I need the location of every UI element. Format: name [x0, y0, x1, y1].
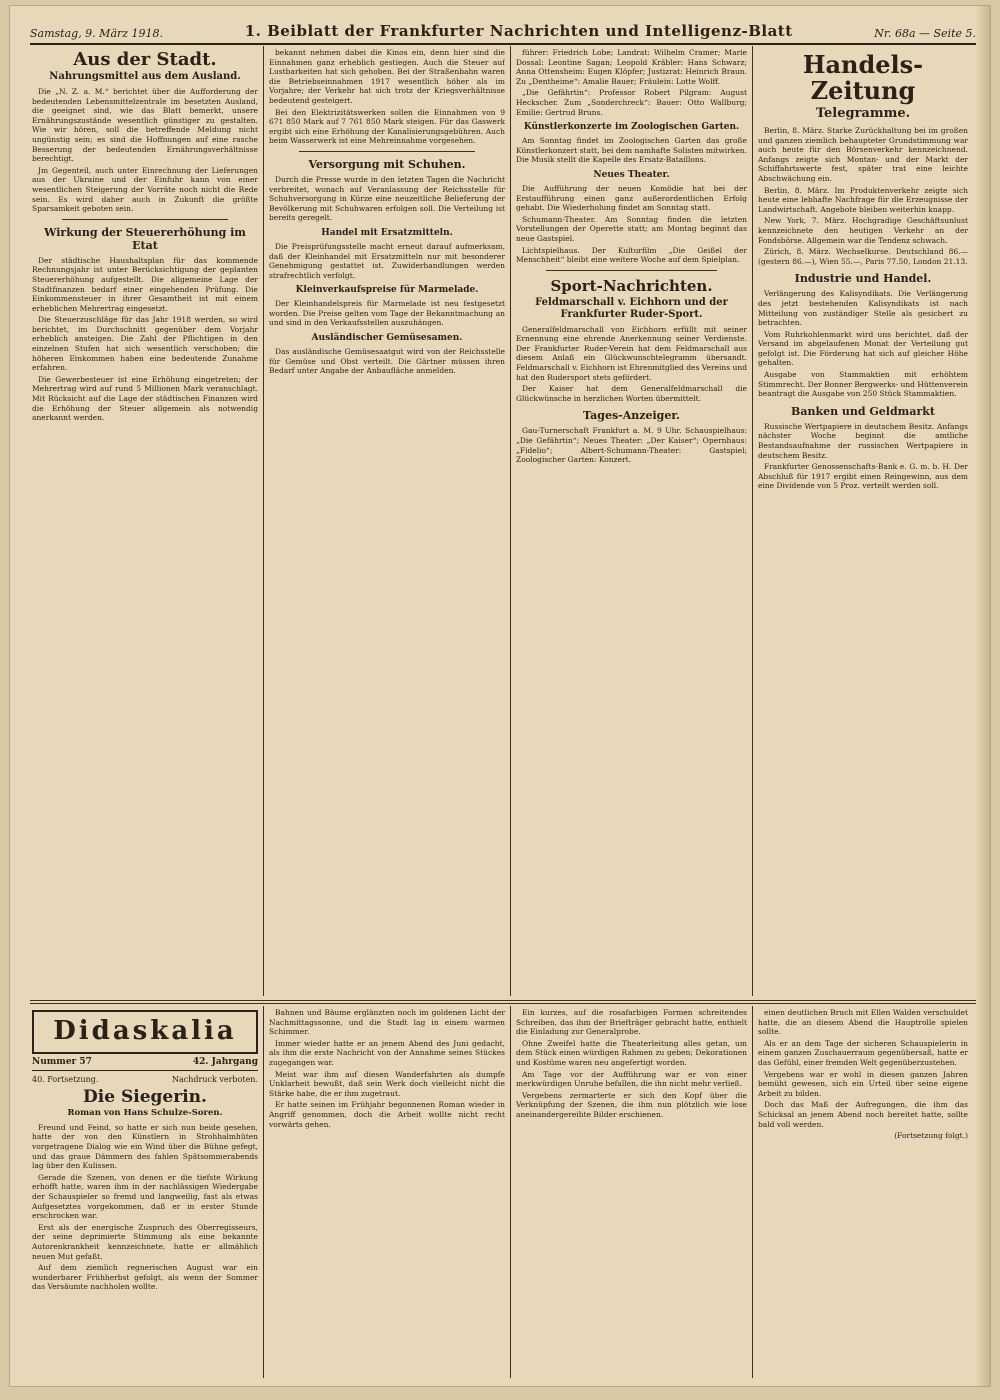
article-paragraph: Berlin, 8. März. Im Produktenverkehr zeigte sich heute eine lebhafte Nachfrage für die Erzeugnisse der Landwirtschaft. Angebote bleiben weiterhin knapp.	[758, 185, 968, 214]
story-paragraph: Ohne Zweifel hatte die Theaterleitung alles getan, um dem Stück einen würdigen Rahmen zu geben; Dekorationen und Kostüme waren neu angefertigt worden.	[516, 1038, 747, 1067]
article-paragraph: Durch die Presse wurde in den letzten Tagen die Nachricht verbreitet, wonach auf Veranlassung der Reichsstelle für Schuhversorgung in Kürze eine neuzeitliche Belieferung der Bevölkerung mit Schuhwaren erfolgen soll. Die Verteilung ist bereits geregelt.	[269, 174, 505, 223]
column-city-news	[269, 48, 505, 996]
story-paragraph: Am Tage vor der Aufführung war er von einer merkwürdigen Unruhe befallen, die ihn nicht mehr verließ.	[516, 1069, 747, 1089]
article-paragraph: Die Preisprüfungsstelle macht erneut darauf aufmerksam, daß der Kleinhandel mit Ersatzmitteln nur mit besonderer Genehmigung gestattet ist. Zuwiderhandlungen werden strafrechtlich verfolgt.	[269, 241, 505, 280]
article-heading: Tages-Anzeiger.	[583, 409, 680, 423]
sequel-info	[32, 1075, 258, 1085]
section-heading: Sport-Nachrichten.	[550, 276, 713, 295]
story-author: Roman von Hans Schulze-Soren.	[67, 1108, 223, 1119]
story-paragraph: Auf dem ziemlich regnerischen August war ein wunderbarer Frühherbst gefolgt, als wenn der Sommer das Versäumte nachholen wollte.	[32, 1263, 258, 1292]
article-heading: Versorgung mit Schuhen.	[308, 157, 466, 171]
article-paragraph: Jm Gegenteil, auch unter Einrechnung der Lieferungen aus der Ukraine und der Einfuhr kann von einer wesentlichen Steigerung der Vorräte noch nicht die Rede sein. Es wird daher auch in Zukunft die größte Sparsamkeit geboten sein.	[32, 165, 258, 214]
masthead-date: Samstag, 9. März 1918.	[30, 27, 164, 40]
article-paragraph: Berlin, 8. März. Starke Zurückhaltung bei im großen und ganzen ziemlich behaupteter Grundstimmung war auch heute für den Börsenverkehr kennzeichnend. Anfangs zeigte sich Montan- und der Markt der Schiffahrtswerte fest, später trat eine leichte Abschwächung ein.	[758, 126, 968, 183]
story-paragraph: Freund und Feind, so hatte er sich nun beide gesehen, hatte der von den Künstlern in Strohhalmhüten vorgetragene Dialog wie ein Wind über die Bühne gefegt, und das graue Dämmern des fahlen Spätsommerabends lag über den Kulissen.	[32, 1122, 258, 1171]
article-heading: Telegramme.	[815, 106, 911, 121]
article-heading: Wirkung der Steuererhöhung im Etat	[44, 225, 246, 252]
article-paragraph: New York, 7. März. Hochgradige Geschäftsunlust kennzeichnete den heutigen Verkehr an der Fondsbörse. Allgemein war die Tendenz schwach.	[758, 216, 968, 245]
article-paragraph: Der Kaiser hat dem Generalfeldmarschall die Glückwünsche in herzlichen Worten übermittelt.	[516, 384, 747, 403]
story-paragraph: Gerade die Szenen, von denen er die tiefste Wirkung erhofft hatte, waren ihm in der nachlässigen Wiedergabe der Schauspieler so fremd und langweilig, fast als etwas Aufgesetztes vorgekommen, daß er in erster Stunde erschrocken war.	[32, 1172, 258, 1221]
feuilleton-title-box	[32, 1010, 258, 1054]
story-paragraph: Vergebens zermarterte er sich den Kopf über die Verknüpfung der Szenen, die ihm nun plötzlich wie lose aneinandergereihte Bilder erschienen.	[516, 1090, 747, 1119]
column-rule	[752, 1006, 753, 1378]
feuilleton-rule	[30, 1003, 976, 1004]
section-heading: Aus der Stadt.	[73, 49, 217, 70]
masthead-page-number: Nr. 68a — Seite 5.	[874, 27, 976, 40]
page-edge-shadow	[976, 6, 990, 1386]
column-rule	[510, 46, 511, 996]
article-heading: Banken und Geldmarkt	[791, 404, 935, 418]
story-paragraph: Als er an dem Tage der sicheren Schauspielerin in einem ganzen Zuschauerraum gegenübersaß, hatte er das Gefühl, einer fremden Welt gegenüberzustehen.	[758, 1038, 968, 1067]
column-commerce	[758, 48, 968, 996]
story-paragraph: Immer wieder hatte er an jenem Abend des Juni gedacht, als ihm die erste Nachricht von der Annahme seines Stückes zugegangen war.	[269, 1038, 505, 1067]
column-local-news	[32, 48, 258, 996]
separator	[299, 151, 475, 152]
article-paragraph: Die Aufführung der neuen Komödie hat bei der Erstaufführung einen ganz außerordentlichen Erfolg gehabt. Die Wiederholung findet am Sonntag statt.	[516, 183, 747, 213]
article-heading: Ausländischer Gemüsesamen.	[311, 333, 463, 344]
story-paragraph: Erst als der energische Zuspruch des Oberregisseurs, der seine deprimierte Stimmung als eine bekannte Autorenkrankheit kennzeichnete, hatte er allmählich neuen Mut gefaßt.	[32, 1222, 258, 1261]
article-paragraph: Der Kleinhandelspreis für Marmelade ist neu festgesetzt worden. Die Preise gelten vom Tage der Bekanntmachung an und sind in den Verkaufsstellen auszuhängen.	[269, 299, 505, 328]
story-paragraph: Ein kurzes, auf die rosafarbigen Formen schreitendes Schreiben, das ihm der Briefträger gebracht hatte, enthielt die Einladung zur Generalprobe.	[516, 1008, 747, 1037]
column-rule	[263, 1006, 264, 1378]
article-paragraph: Die Gewerbesteuer ist eine Erhöhung eingetreten; der Mehrertrag wird auf rund 5 Millionen Mark veranschlagt. Mit Rücksicht auf die Lage der städtischen Finanzen wird die Erhöhung der Steuer allgemein als notwendig anerkannt werden.	[32, 374, 258, 423]
issue-info	[32, 1058, 258, 1071]
reprint-notice: Nachdruck verboten.	[171, 1074, 258, 1084]
continuation-note: (Fortsetzung folgt.)	[894, 1131, 968, 1141]
article-paragraph: Das ausländische Gemüsesaatgut wird von der Reichsstelle für Gemüse und Obst verteilt. Die Gärtner müssen ihren Bedarf unter Angabe der Anbaufläche anmelden.	[269, 347, 505, 376]
article-heading: Industrie und Handel.	[794, 272, 932, 286]
column-rule	[752, 46, 753, 996]
article-paragraph: Gau-Turnerschaft Frankfurt a. M. 9 Uhr. Schauspielhaus: „Die Gefährtin“; Neues Theater: „Der Kaiser“; Opernhaus: „Fidelio“; Albert-Schumann-Theater: Gastspiel; Zoologischer Garten: Konzert.	[516, 426, 747, 465]
article-paragraph: „Die Gefährtin“: Professor Robert Pilgram: August Heckscher. Zum „Sonderchreck“: Bauer: Otto Wallburg; Emilie: Gertrud Bruns.	[516, 88, 747, 117]
feuilleton-column	[758, 1008, 968, 1378]
story-paragraph: Doch das Maß der Aufregungen, die ihm das Schicksal an jenem Abend noch bereitet hatte, sollte bald voll werden.	[758, 1100, 968, 1129]
feuilleton-column	[32, 1008, 258, 1378]
feuilleton-rule	[30, 1000, 976, 1001]
column-theater-sport	[516, 48, 747, 996]
article-heading: Kleinverkaufspreise für Marmelade.	[295, 285, 479, 296]
story-paragraph: Vergebens war er wohl in diesen ganzen Jahren bemüht gewesen, sich ein Urteil über seine eigene Arbeit zu bilden.	[758, 1069, 968, 1098]
separator	[62, 219, 228, 220]
column-rule	[263, 46, 264, 996]
column-rule	[510, 1006, 511, 1378]
separator	[546, 270, 717, 271]
issue-year: 42. Jahrgang	[192, 1057, 258, 1067]
article-heading: Neues Theater.	[593, 169, 670, 180]
article-heading: Nahrungsmittel aus dem Ausland.	[49, 71, 241, 82]
masthead	[30, 14, 976, 45]
sequel-number: 40. Fortsetzung.	[32, 1074, 99, 1084]
article-paragraph: Verlängerung des Kalisyndikats. Die Verlängerung des jetzt bestehenden Kalisyndikats ist nach Mitteilung von zuständiger Stelle als gesichert zu betrachten.	[758, 289, 968, 328]
article-paragraph: Schumann-Theater. Am Sonntag finden die letzten Vorstellungen der Operette statt; am Montag beginnt das neue Gastspiel.	[516, 214, 747, 243]
article-paragraph: Der städtische Haushaltsplan für das kommende Rechnungsjahr ist unter Berücksichtigung der geplanten Steuererhöhung aufgestellt. Die allgemeine Lage der Stadtfinanzen bedarf einer eingehenden Prüfung. Die Einkommensteuer in ihrer Gesamtheit ist mit einem erheblichen Mehrertrag eingesetzt.	[32, 255, 258, 313]
section-heading: Handels-Zeitung	[802, 50, 924, 105]
article-heading: Künstlerkonzerte im Zoologischen Garten.	[523, 122, 740, 133]
article-paragraph: Am Sonntag findet im Zoologischen Garten das große Künstlerkonzert statt, bei dem namhafte Solisten mitwirken. Die Musik stellt die Kapelle des Ersatz-Bataillons.	[516, 136, 747, 165]
article-paragraph: Lichtspielhaus. Der Kulturfilm „Die Geißel der Menschheit“ bleibt eine weitere Woche auf dem Spielplan.	[516, 245, 747, 265]
issue-number: Nummer 57	[32, 1057, 92, 1067]
story-paragraph: Bahnen und Bäume erglänzten noch im goldenen Licht der Nachmittagssonne, und die Stadt lag in einem warmen Schimmer.	[269, 1008, 505, 1037]
story-paragraph: einen deutlichen Bruch mit Ellen Walden verschuldet hatte, die an diesem Abend die Hauptrolle spielen sollte.	[758, 1008, 968, 1037]
article-paragraph: Ausgabe von Stammaktien mit erhöhtem Stimmrecht. Der Bonner Bergwerks- und Hüttenverein beantragt die Ausgabe von 250 Stück Stammaktien.	[758, 370, 968, 399]
article-paragraph: Russische Wertpapiere in deutschem Besitz. Anfangs nächster Woche beginnt die amtliche Bestandsaufnahme der russischen Wertpapiere in deutschem Besitz.	[758, 421, 968, 460]
article-paragraph: Generalfeldmarschall von Eichhorn erfüllt mit seiner Ernennung eine ehrende Anerkennung seiner Verdienste. Der Frankfurter Ruder-Verein hat dem Feldmarschall aus diesem Anlaß ein Glückwunschtelegramm übersandt. Feldmarschall v. Eichhorn ist Ehrenmitglied des Vereins und hat den Rudersport stets gefördert.	[516, 324, 747, 382]
feuilleton-title: Didaskalia	[53, 1016, 237, 1047]
article-paragraph: bekannt nehmen dabei die Kinos ein, denn hier sind die Einnahmen ganz erheblich gestiegen. Auch die Steuer auf Lustbarkeiten hat sich gehoben. Bei der Straßenbahn waren die Betriebseinnahmen 1917 wesentlich höher als im Vorjahre; der Verkehr hat sich trotz der Kriegsverhältnisse bedeutend gesteigert.	[269, 48, 505, 105]
newspaper-page	[10, 6, 990, 1386]
article-heading: Handel mit Ersatzmitteln.	[321, 227, 453, 238]
article-paragraph: Vom Ruhrkohlenmarkt wird uns berichtet, daß der Versand im abgelaufenen Monat der Verteilung gut gefolgt ist. Die Förderung hat sich auf gleicher Höhe gehalten.	[758, 329, 968, 368]
article-heading: Feldmarschall v. Eichhorn und der Frankfurter Ruder-Sport.	[535, 296, 728, 320]
article-paragraph: Die Steuerzuschläge für das Jahr 1918 werden, so wird berichtet, im Durchschnitt gegenüber dem Vorjahr erheblich ansteigen. Die Zahl der Pflichtigen in den einzelnen Stufen hat sich wesentlich verschoben; die höheren Einkommen haben eine bedeutende Zunahme erfahren.	[32, 315, 258, 373]
article-paragraph: Die „N. Z. a. M.“ berichtet über die Aufforderung der bedeutenden Lebensmittelzentrale im besetzten Ausland, die geeignet sind, wie das Blatt bemerkt, unsere Ernährungszustände wesentlich günstiger zu gestalten. Wie wir hören, soll die betreffende Meldung nicht ungünstig sein; es sind die Hoffnungen auf eine rasche Besserung der bedeutenden Ernährungsverhältnisse berechtigt.	[32, 87, 258, 164]
feuilleton-column	[269, 1008, 505, 1378]
article-paragraph: Bei den Elektrizitätswerken sollen die Einnahmen von 9 671 850 Mark auf 7 761 850 Mark steigen. Für das Gaswerk ergibt sich eine Erhöhung der Kanalisierungsgebühren. Auch beim Wasserwerk ist eine Mehreinnahme vorgesehen.	[269, 107, 505, 146]
article-paragraph: führer: Friedrich Lobe; Landrat: Wilhelm Cramer; Marie Dossal: Leontine Sagan; Leopold Kräbler: Hans Schwarz; Anna Ottensheim: Eugen Klöpfer; Justizrat: Heinrich Braun. Zu „Dentheime“: Amalie Bauer; Fräulein: Lotte Wolff.	[516, 48, 747, 86]
story-title: Die Siegerin.	[83, 1087, 207, 1108]
article-paragraph: Frankfurter Genossenschafts-Bank e. G. m. b. H. Der Abschluß für 1917 ergibt einen Reingewinn, aus dem eine Dividende von 5 Proz. verteilt werden soll.	[758, 462, 968, 491]
article-paragraph: Zürich, 8. März. Wechselkurse. Deutschland 86.— (gestern 86.—), Wien 55.—, Paris 77.50, London 21.13.	[758, 247, 968, 266]
story-paragraph: Er hatte seinen im Frühjahr begonnenen Roman wieder in Angriff genommen, doch die Arbeit wollte nicht recht vorwärts gehen.	[269, 1100, 505, 1129]
feuilleton-column	[516, 1008, 747, 1378]
story-paragraph: Meist war ihm auf diesen Wanderfahrten als dumpfe Unklarheit bewußt, daß sein Werk doch vielleicht nicht die Stärke habe, die er ihm zugetraut.	[269, 1069, 505, 1098]
masthead-title: 1. Beiblatt der Frankfurter Nachrichten und Intelligenz-Blatt	[244, 22, 793, 40]
